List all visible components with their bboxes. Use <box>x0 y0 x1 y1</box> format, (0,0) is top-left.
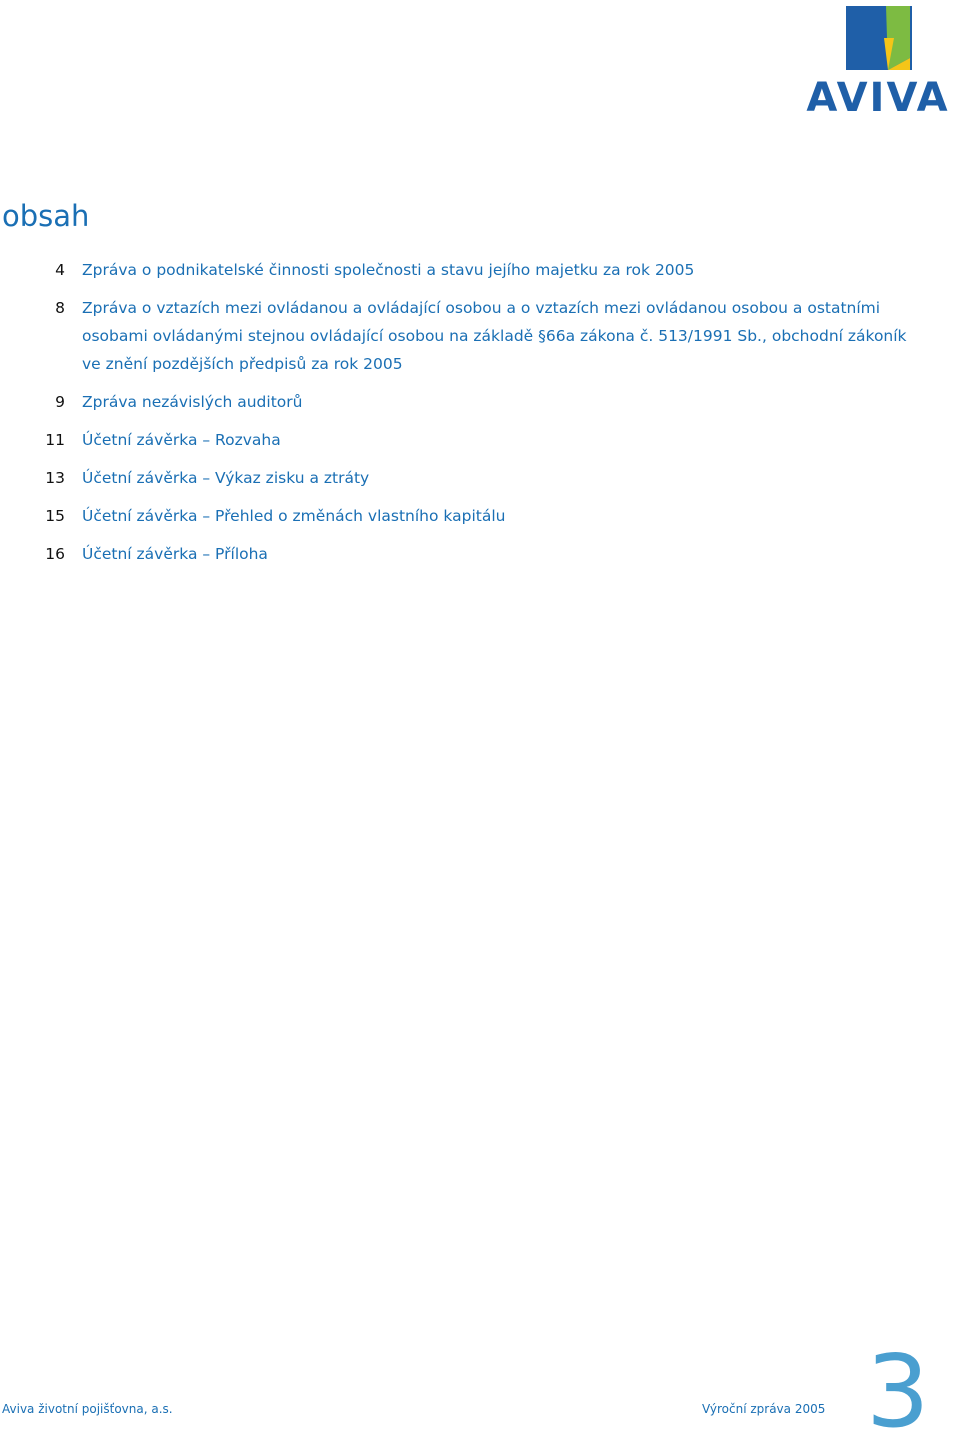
toc-row[interactable] <box>0 388 940 416</box>
toc-row[interactable] <box>0 540 940 568</box>
aviva-logo-mark <box>798 4 958 84</box>
page-title: obsah <box>2 199 90 233</box>
page-number: 3 <box>866 1333 930 1450</box>
toc-page-number: 16 <box>45 545 65 563</box>
toc-entry-title[interactable]: Zpráva nezávislých auditorů <box>82 393 303 411</box>
toc-page-number: 8 <box>55 299 65 317</box>
toc-row[interactable] <box>0 464 940 492</box>
toc-entry-title[interactable]: Účetní závěrka – Přehled o změnách vlastního kapitálu <box>82 507 506 525</box>
toc-entry-title[interactable]: Zpráva o podnikatelské činnosti společnosti a stavu jejího majetku za rok 2005 <box>82 261 695 279</box>
footer-company-name: Aviva životní pojišťovna, a.s. <box>2 1402 173 1416</box>
toc-entry-title[interactable]: Účetní závěrka – Výkaz zisku a ztráty <box>82 469 370 487</box>
toc-row[interactable] <box>0 294 940 378</box>
toc-row[interactable] <box>0 426 940 454</box>
aviva-logo-wordmark: AVIVA <box>806 75 950 121</box>
toc-page-number: 9 <box>55 393 65 411</box>
toc-row[interactable] <box>0 502 940 530</box>
toc-entry-title[interactable]: Zpráva o vztazích mezi ovládanou a ovládající osobou a o vztazích mezi ovládanou osobou a ostatními osobami ovládanými stejnou ovládající osobou na základě §66a zákona č. 513/1991 Sb., obchodní zákoník ve znění pozdějších předpisů za rok 2005 <box>82 299 907 373</box>
toc-entry-title[interactable]: Účetní závěrka – Příloha <box>82 545 268 563</box>
toc-row[interactable] <box>0 256 940 284</box>
toc-entry-title[interactable]: Účetní závěrka – Rozvaha <box>82 431 281 449</box>
toc-page-number: 4 <box>55 261 65 279</box>
footer-report-title: Výroční zpráva 2005 <box>702 1402 826 1416</box>
toc-page-number: 11 <box>45 431 65 449</box>
toc-page-number: 15 <box>45 507 65 525</box>
aviva-logo <box>798 4 958 121</box>
table-of-contents <box>0 256 940 578</box>
toc-page-number: 13 <box>45 469 65 487</box>
